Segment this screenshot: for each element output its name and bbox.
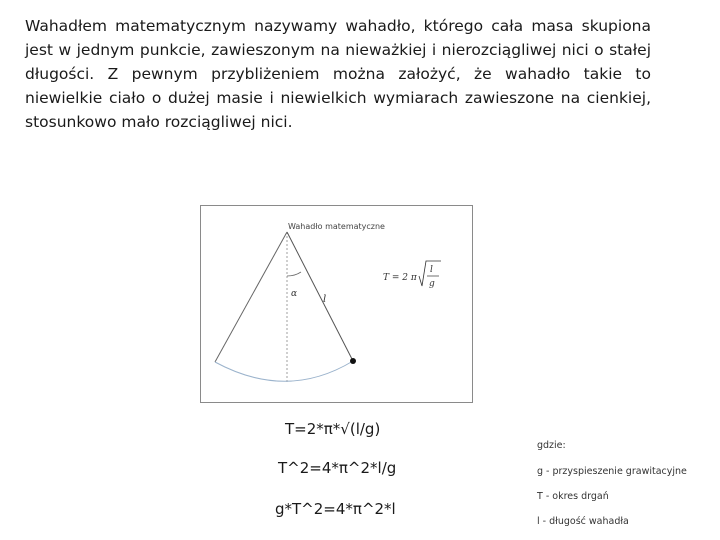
- legend-l: l - długość wahadła: [537, 516, 629, 527]
- formula-gravity: g*T^2=4*π^2*l: [275, 500, 396, 518]
- length-label: l: [323, 294, 327, 305]
- figure-title: Wahadło matematyczne: [288, 222, 385, 231]
- pendulum-bob: [350, 358, 356, 364]
- legend-intro: gdzie:: [537, 440, 566, 451]
- figure-formula-den: g: [429, 279, 435, 289]
- alpha-label: α: [291, 289, 298, 299]
- formula-period-squared: T^2=4*π^2*l/g: [278, 459, 397, 477]
- angle-arc: [287, 272, 301, 276]
- legend-g: g - przyspieszenie grawitacyjne: [537, 466, 687, 477]
- left-string: [215, 232, 287, 362]
- pendulum-diagram: [201, 206, 472, 402]
- intro-paragraph: Wahadłem matematycznym nazywamy wahadło, którego cała masa skupiona jest w jednym punkcie, zawieszonym na nieważkiej i nierozciągliwej nici o stałej długości. Z pewnym przybliżeniem można założyć, że wahadło takie to niewielkie ciało o dużej masie i niewielkich wymiarach zawieszone na cienkiej, stosunkowo mało rozciągliwej nici.: [25, 17, 651, 131]
- pendulum-figure: [200, 205, 473, 403]
- figure-formula-num: l: [430, 265, 433, 275]
- formula-period: T=2*π*√(l/g): [285, 420, 381, 438]
- figure-formula-lhs: T = 2 π: [383, 273, 417, 283]
- swing-arc: [215, 361, 353, 381]
- legend-T: T - okres drgań: [537, 491, 609, 502]
